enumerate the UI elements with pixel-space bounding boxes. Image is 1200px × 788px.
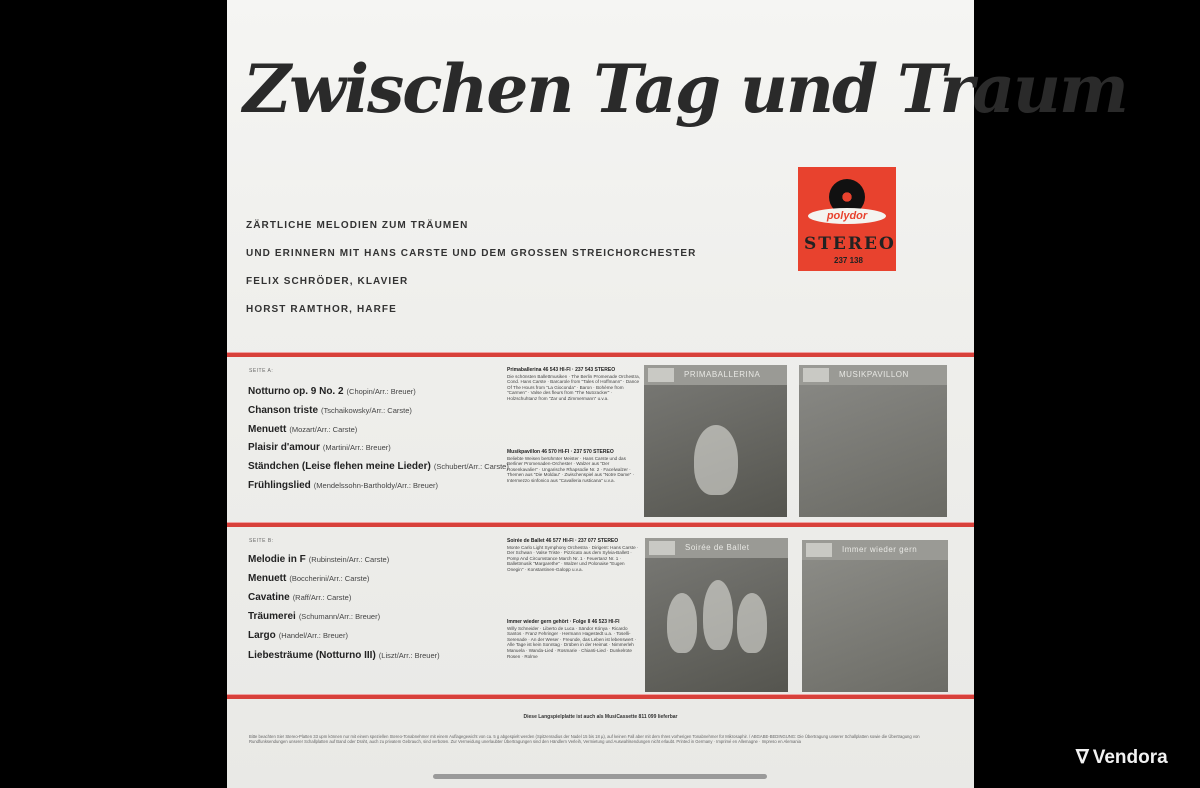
track-arranger: (Mozart/Arr.: Carste) xyxy=(289,425,358,434)
track-item xyxy=(248,625,348,643)
track-title: Chanson triste xyxy=(248,405,319,416)
ad-text xyxy=(507,620,641,690)
track-arranger: (Boccherini/Arr.: Carste) xyxy=(289,574,370,583)
track-arranger: (Martini/Arr.: Breuer) xyxy=(322,443,391,452)
track-title: Largo xyxy=(248,630,276,641)
ad-body: Willy Schneider · Liberto de Luca · Sändor Kónya · Ricardo Santos · Franz Fehringer · Hermann Hagestedt u.a. · Toselli-Serenade · An der Weser · Freunde, das Leben ist lebenswert · Alle Tage ist kein Sonntag · Drüben in der Heimat · Nimmerleh Manuela · Wanda-Lied · Rosmarie · Chianti-Lied · Dunkelrote Rosen · Rolme xyxy=(507,625,637,659)
fine-print: Bitte beachten Sie! Stereo-Platten 33 upm können nur mit einem speziellen Stereo-Tonabnehmer mit einem Auflagegewicht von ca. 5 g abgespielt werden (Spitzenradius der Nadel 15 bis 18 µ), auf keinen Fall aber mit dem Ihres vorherigen Tonabnehmer für Mikrosaphir. / ABGABE-BEDINGUNG: Die Übertragung unserer Schallplatten sowie die Übertragung von Rundfunksendungen unserer Schallplatten auf Band oder Draht, auch zu privatem Gebrauch, sind verboten. Zur Vermeidung unerlaubter Übertragungen sind den Händlern Verleih, Vermietung und Auswahlsendungen nicht erlaubt. Printed in Germany · Imprimé en Allemagne · Impreso en Alemania xyxy=(249,734,920,745)
credit-line: ZÄRTLICHE MELODIEN ZUM TRÄUMEN xyxy=(246,220,469,231)
track-arranger: (Raff/Arr.: Carste) xyxy=(292,593,352,602)
logo-catalog-number: 237 138 xyxy=(834,256,863,265)
track-item xyxy=(248,400,412,418)
ad-heading: Immer wieder gern gehört · Folge II 46 523 HI-FI xyxy=(507,619,620,625)
home-indicator[interactable] xyxy=(433,774,767,779)
ad-heading: Musikpavillon 46 570 HI-FI · 237 570 STEREO xyxy=(507,449,614,455)
track-item xyxy=(248,549,389,567)
track-title: Melodie in F xyxy=(248,554,306,565)
record-sleeve-image xyxy=(227,0,1127,788)
track-arranger: (Tschaikowsky/Arr.: Carste) xyxy=(321,406,412,415)
track-item xyxy=(248,381,416,399)
track-item xyxy=(248,606,380,624)
ad-heading: Primaballerina 46 543 HI-FI · 237 543 STEREO xyxy=(507,367,616,373)
album-credits xyxy=(246,220,696,332)
track-title: Menuett xyxy=(248,424,287,435)
track-title: Plaisir d'amour xyxy=(248,442,320,453)
track-title: Notturno op. 9 No. 2 xyxy=(248,386,344,397)
track-item xyxy=(248,437,391,455)
ad-body: Monte Carlo Light Symphony Orchestra · Dirigent: Hans Carste · Der Schwan · Valse Triste · Pizzicato aus dem Sylvia-Ballett · Pomp And Circumstance March Nr. 1 · Feuertanz Nr. 1 · Ballettmusik "Margarethe" · Walzer und Polonaise "Eugen Onegin" · Konstantinen-Galopp u.v.a. xyxy=(507,544,639,572)
divider xyxy=(227,352,974,357)
musicassette-notice: Diese Langspielplatte ist auch als MusiCassette 811 099 lieferbar xyxy=(523,714,678,720)
ad-body: Beliebte Weisen berühmter Meister · Hans Carste und das Berliner Promenaden-Orchester · Walzer aus "Der Rosenkavalier" · Ungarische Rhapsodie Nr. 2 · Facelwalzer · Themen aus "Die Moldau" · Zwischenspiel aus "Notre Dame" · Intermezzo sinfonico aus "Cavalleria rusticana" u.v.a. xyxy=(507,455,635,483)
cover-title: Immer wieder gern xyxy=(842,545,918,554)
track-item xyxy=(248,645,440,663)
side-b-label: SEITE B: xyxy=(249,538,274,544)
track-title: Cavatine xyxy=(248,592,290,603)
track-item xyxy=(248,587,351,605)
cover-title: MUSIKPAVILLON xyxy=(839,370,909,379)
ad-text xyxy=(507,539,641,611)
logo-stereo: STEREO xyxy=(804,234,896,254)
ad-text xyxy=(507,368,641,448)
track-arranger: (Schubert/Arr.: Carste) xyxy=(433,462,509,471)
track-item xyxy=(248,456,509,474)
track-title: Frühlingslied xyxy=(248,480,311,491)
track-item xyxy=(248,568,369,586)
cover-title: Soirée de Ballet xyxy=(685,543,750,552)
ad-body: Die schönsten Ballettmusiken · The Berlin Promenade Orchestra, Cond. Hans Carste · Barcarole from "Tales of Hoffmann" · Dance Of The Hours from "La Gioconda" · Baron · Bohème from "Carmen" · Valse des fleurs from "The Nutcracker" · Holzschuhtanz from "Zar und Zimmermann" u.v.a. xyxy=(507,373,640,401)
track-title: Menuett xyxy=(248,573,287,584)
logo-brand: polydor xyxy=(808,208,886,224)
track-arranger: (Chopin/Arr.: Breuer) xyxy=(346,387,416,396)
album-title: Zwischen Tag und Traum xyxy=(243,50,1127,128)
track-arranger: (Liszt/Arr.: Breuer) xyxy=(378,651,440,660)
album-cover-soiree-de-ballet xyxy=(645,538,788,692)
track-title: Träumerei xyxy=(248,611,296,622)
track-title: Liebesträume (Notturno III) xyxy=(248,650,376,661)
track-arranger: (Rubinstein/Arr.: Carste) xyxy=(308,555,390,564)
track-title: Ständchen (Leise flehen meine Lieder) xyxy=(248,461,431,472)
track-item xyxy=(248,475,438,493)
divider xyxy=(227,694,974,699)
credit-line: FELIX SCHRÖDER, KLAVIER xyxy=(246,276,409,287)
ad-heading: Soirée de Ballet 46 577 HI-FI · 237 077 STEREO xyxy=(507,538,619,544)
ad-text xyxy=(507,450,641,516)
credit-line: UND ERINNERN MIT HANS CARSTE UND DEM GROSSEN STREICHORCHESTER xyxy=(246,248,697,259)
track-arranger: (Mendelssohn-Bartholdy/Arr.: Breuer) xyxy=(313,481,438,490)
track-arranger: (Schumann/Arr.: Breuer) xyxy=(298,612,381,621)
cover-title: PRIMABALLERINA xyxy=(684,370,761,379)
vendora-watermark xyxy=(1076,746,1168,769)
side-a-label: SEITE A: xyxy=(249,368,274,374)
album-cover-primaballerina xyxy=(644,365,787,517)
album-cover-immer-wieder-gern xyxy=(802,540,948,692)
vendora-v-icon: ∇ xyxy=(1076,747,1089,768)
divider xyxy=(227,522,974,527)
track-arranger: (Handel/Arr.: Breuer) xyxy=(278,631,348,640)
polydor-stereo-logo xyxy=(798,167,896,271)
album-cover-musikpavillon xyxy=(799,365,947,517)
watermark-text: Vendora xyxy=(1092,746,1168,768)
credit-line: HORST RAMTHOR, HARFE xyxy=(246,304,397,315)
track-item xyxy=(248,419,357,437)
